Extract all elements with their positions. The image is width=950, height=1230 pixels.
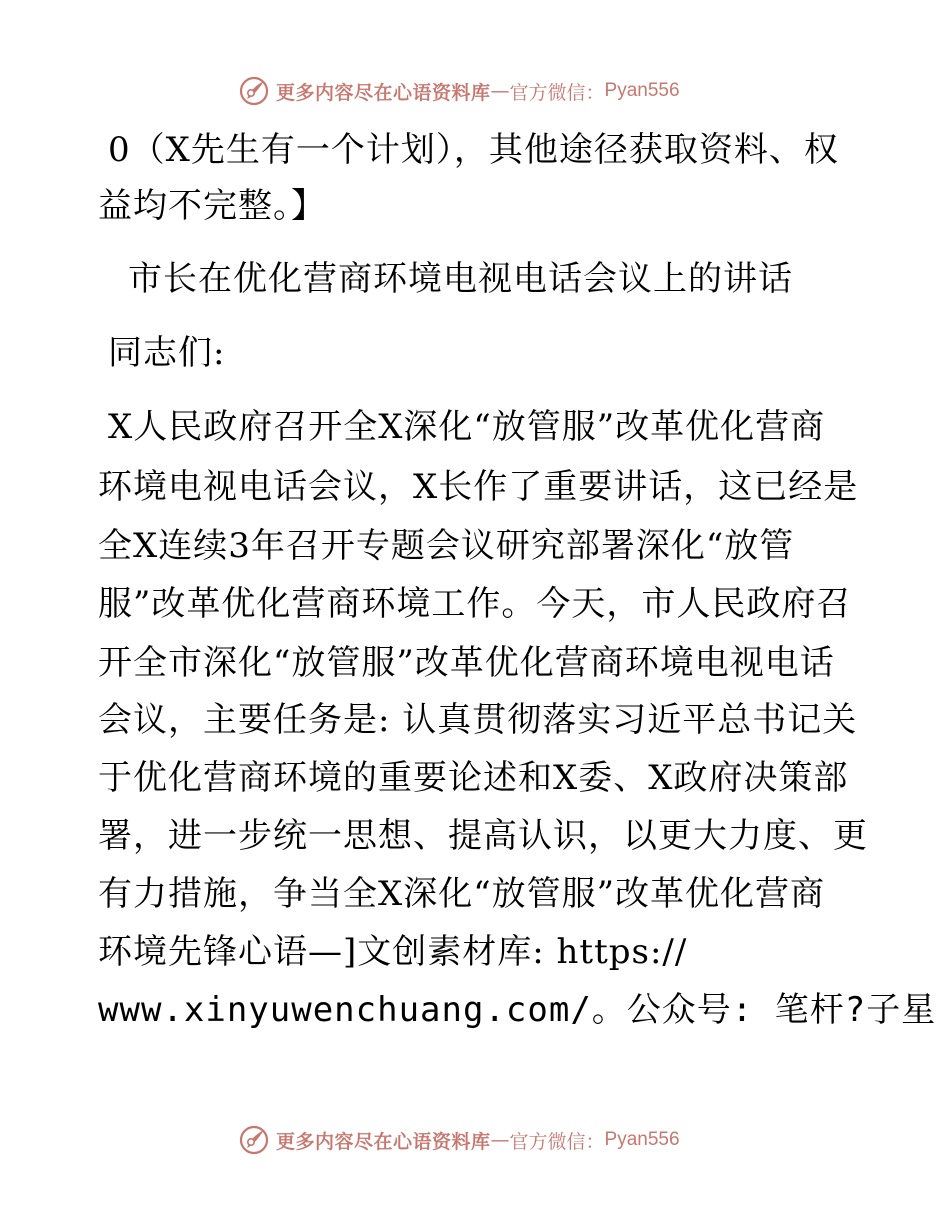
text-line-2: 益均不完整。】 [98, 186, 326, 226]
quill-logo-icon [238, 1124, 270, 1156]
watermark-brand: 更多内容尽在心语资料库 [276, 1130, 491, 1153]
footer-watermark [238, 1122, 680, 1158]
text-line-12: 署，进一步统一思想、提高认识，以更大力度、更 [98, 816, 868, 856]
quill-logo-icon [238, 75, 270, 107]
watermark-id: Pyan556 [604, 80, 680, 101]
salutation: 同志们: [108, 333, 226, 373]
text-line-9: 开全市深化“放管服”改革优化营商环境电视电话 [98, 643, 835, 683]
watermark-dash: — [490, 80, 510, 102]
watermark-label: 官方微信： [509, 1130, 605, 1153]
header-watermark [238, 73, 680, 109]
watermark-id: Pyan556 [604, 1129, 680, 1150]
text-line-10: 会议，主要任务是: 认真贯彻落实习近平总书记关 [98, 700, 858, 740]
text-line-6: 环境电视电话会议，X长作了重要讲话，这已经是 [98, 467, 859, 507]
watermark-brand: 更多内容尽在心语资料库 [276, 81, 491, 104]
text-line-5: X人民政府召开全X深化“放管服”改革优化营商 [108, 407, 826, 447]
text-line-1: 0（X先生有一个计划），其他途径获取资料、权 [108, 130, 839, 170]
watermark-dash: — [490, 1129, 510, 1151]
text-line-8: 服”改革优化营商环境工作。今天，市人民政府召 [98, 584, 852, 624]
text-line-14: 环境先锋心语—]文创素材库: https:// [98, 932, 688, 972]
text-line-7: 全X连续3年召开专题会议研究部署深化“放管 [98, 526, 795, 566]
text-line-13: 有力措施，争当全X深化“放管服”改革优化营商 [98, 874, 825, 914]
text-line-15: www.xinyuwenchuang.com/。公众号: 笔杆?子星 [98, 990, 937, 1030]
speech-title: 市长在优化营商环境电视电话会议上的讲话 [128, 259, 793, 299]
text-line-11: 于优化营商环境的重要论述和X委、X政府决策部 [98, 758, 849, 798]
watermark-label: 官方微信： [509, 81, 605, 104]
